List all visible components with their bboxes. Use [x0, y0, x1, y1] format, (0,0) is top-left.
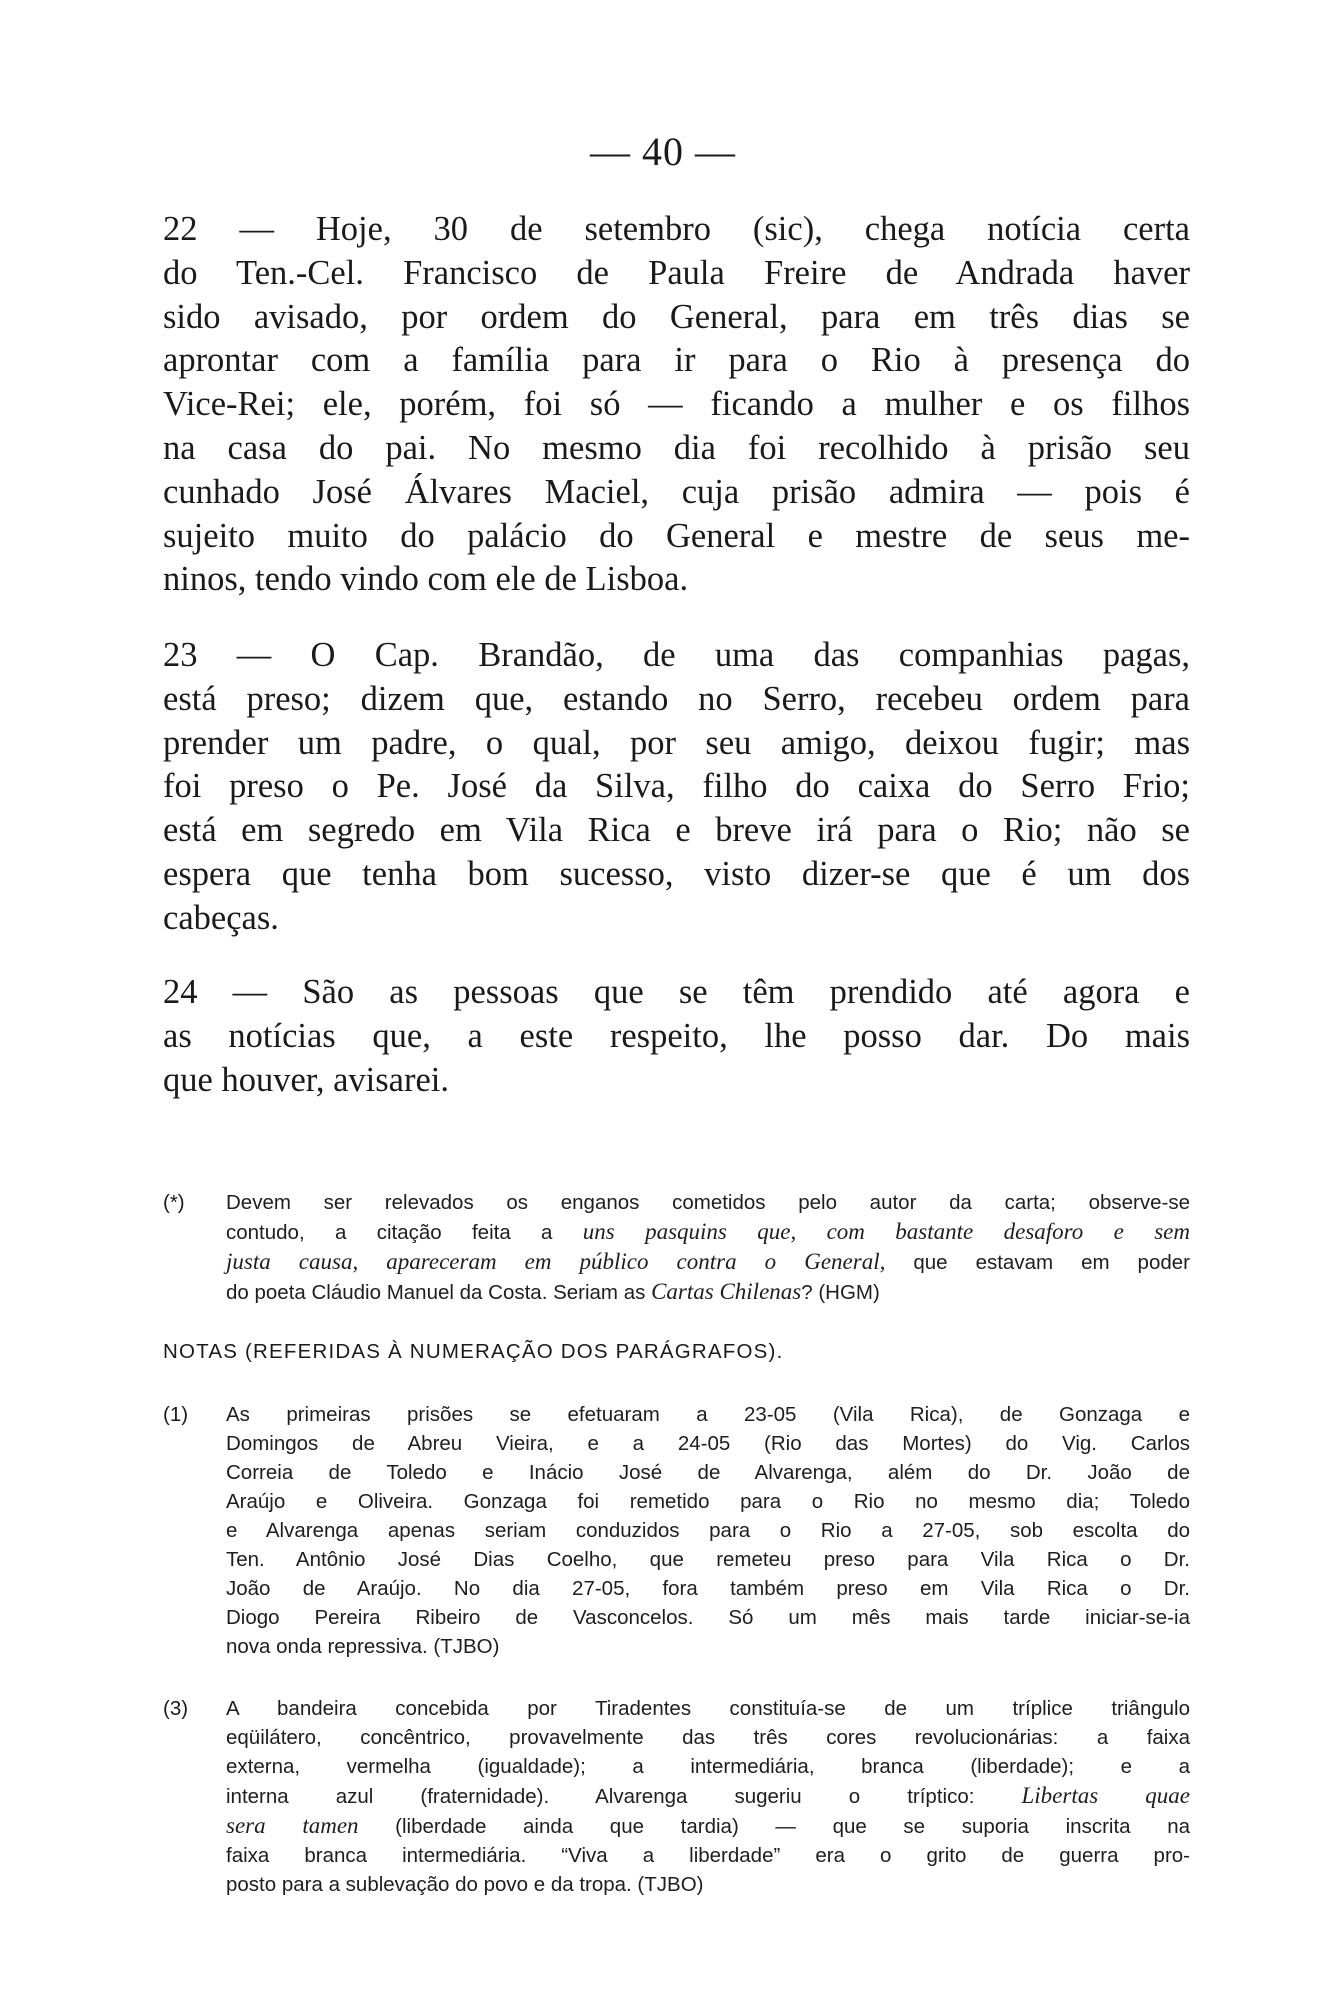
- footnote-line: [226, 1247, 1190, 1277]
- text-line: aprontar com a família para ir para o Rio à presença do: [163, 341, 1190, 380]
- note-line: Diogo Pereira Ribeiro de Vasconcelos. Só um mês mais tarde iniciar-se-ia: [226, 1606, 1190, 1629]
- note-line: Correia de Toledo e Inácio José de Alvarenga, além do Dr. João de: [226, 1461, 1190, 1484]
- footnote-text: contudo, a citação feita a: [226, 1221, 583, 1244]
- note-line: nova onda repressiva. (TJBO): [226, 1635, 500, 1658]
- note-line: João de Araújo. No dia 27-05, fora também preso em Vila Rica o Dr.: [226, 1577, 1190, 1600]
- footnote-text: do poeta Cláudio Manuel da Costa. Seriam as: [226, 1281, 652, 1304]
- text-line: foi preso o Pe. José da Silva, filho do caixa do Serro Frio;: [163, 767, 1190, 806]
- text-line: as notícias que, a este respeito, lhe posso dar. Do mais: [163, 1016, 1190, 1055]
- text-line: cabeças.: [163, 898, 279, 937]
- note-line: e Alvarenga apenas seriam conduzidos para o Rio a 27-05, sob escolta do: [226, 1519, 1190, 1542]
- footnote-italic: justa causa, apareceram em público contra o General,: [226, 1249, 886, 1274]
- note-line: externa, vermelha (igualdade); a intermediária, branca (liberdade); e a: [226, 1755, 1190, 1778]
- text-line: prender um padre, o qual, por seu amigo, deixou fugir; mas: [163, 723, 1190, 762]
- footnote-text: ? (HGM): [801, 1281, 880, 1304]
- footnote-star: [226, 1188, 1190, 1307]
- note-line: eqüilátero, concêntrico, provavelmente das três cores revolucionárias: a faixa: [226, 1726, 1190, 1749]
- note-line: Ten. Antônio José Dias Coelho, que remeteu preso para Vila Rica o Dr.: [226, 1548, 1190, 1571]
- footnote-line: Devem ser relevados os enganos cometidos pelo autor da carta; observe-se: [226, 1191, 1190, 1214]
- text-line: 24 — São as pessoas que se têm prendido até agora e: [163, 973, 1190, 1011]
- note-line: A bandeira concebida por Tiradentes constituía-se de um tríplice triângulo: [226, 1697, 1190, 1720]
- paragraph-23: [163, 634, 1190, 941]
- text-line: espera que tenha bom sucesso, visto dizer-se que é um dos: [163, 854, 1190, 893]
- note-line: faixa branca intermediária. “Viva a liberdade” era o grito de guerra pro-: [226, 1844, 1190, 1867]
- note-3-marker: (3): [163, 1697, 189, 1720]
- footnote-line: [226, 1217, 1190, 1247]
- footnote-italic: Cartas Chilenas: [651, 1279, 802, 1304]
- note-text: interna azul (fraternidade). Alvarenga sugeriu o tríptico:: [226, 1785, 1022, 1808]
- notes-heading: NOTAS (REFERIDAS À NUMERAÇÃO DOS PARÁGRAFOS).: [163, 1340, 784, 1363]
- footnote-line: [226, 1277, 1190, 1307]
- text-line: 22 — Hoje, 30 de setembro (sic), chega notícia certa: [163, 210, 1190, 248]
- note-1: [226, 1400, 1190, 1661]
- note-text: (liberdade ainda que tardia) — que se suporia inscrita na: [358, 1815, 1190, 1838]
- text-line: 23 — O Cap. Brandão, de uma das companhias pagas,: [163, 636, 1190, 674]
- note-italic: Libertas quae: [1021, 1783, 1191, 1808]
- text-line: cunhado José Álvares Maciel, cuja prisão admira — pois é: [163, 472, 1190, 511]
- paragraph-22: [163, 208, 1190, 602]
- note-italic: sera tamen: [226, 1813, 359, 1838]
- footnote-text: que estavam em poder: [885, 1251, 1190, 1274]
- note-1-marker: (1): [163, 1403, 189, 1426]
- footnote-italic: uns pasquins que, com bastante desaforo e sem: [582, 1219, 1190, 1244]
- page-number: — 40 —: [590, 129, 736, 174]
- text-line: do Ten.-Cel. Francisco de Paula Freire de Andrada haver: [163, 253, 1190, 292]
- text-line: que houver, avisarei.: [163, 1060, 450, 1099]
- text-line: está preso; dizem que, estando no Serro, recebeu ordem para: [163, 679, 1190, 718]
- note-line: posto para a sublevação do povo e da tropa. (TJBO): [226, 1873, 704, 1896]
- text-line: Vice-Rei; ele, porém, foi só — ficando a mulher e os filhos: [163, 385, 1190, 424]
- note-line: Domingos de Abreu Vieira, e a 24-05 (Rio das Mortes) do Vig. Carlos: [226, 1432, 1190, 1455]
- text-line: sujeito muito do palácio do General e mestre de seus me-: [163, 516, 1190, 555]
- text-line: sido avisado, por ordem do General, para em três dias se: [163, 297, 1190, 336]
- paragraph-24: [163, 971, 1190, 1102]
- note-line: As primeiras prisões se efetuaram a 23-05 (Vila Rica), de Gonzaga e: [226, 1403, 1190, 1426]
- note-line: [226, 1811, 1190, 1841]
- note-line: Araújo e Oliveira. Gonzaga foi remetido para o Rio no mesmo dia; Toledo: [226, 1490, 1190, 1513]
- text-line: está em segredo em Vila Rica e breve irá para o Rio; não se: [163, 811, 1190, 850]
- note-3: [226, 1694, 1190, 1899]
- footnote-marker: (*): [163, 1191, 185, 1214]
- text-line: na casa do pai. No mesmo dia foi recolhido à prisão seu: [163, 428, 1190, 467]
- text-line: ninos, tendo vindo com ele de Lisboa.: [163, 560, 689, 599]
- note-line: [226, 1781, 1190, 1811]
